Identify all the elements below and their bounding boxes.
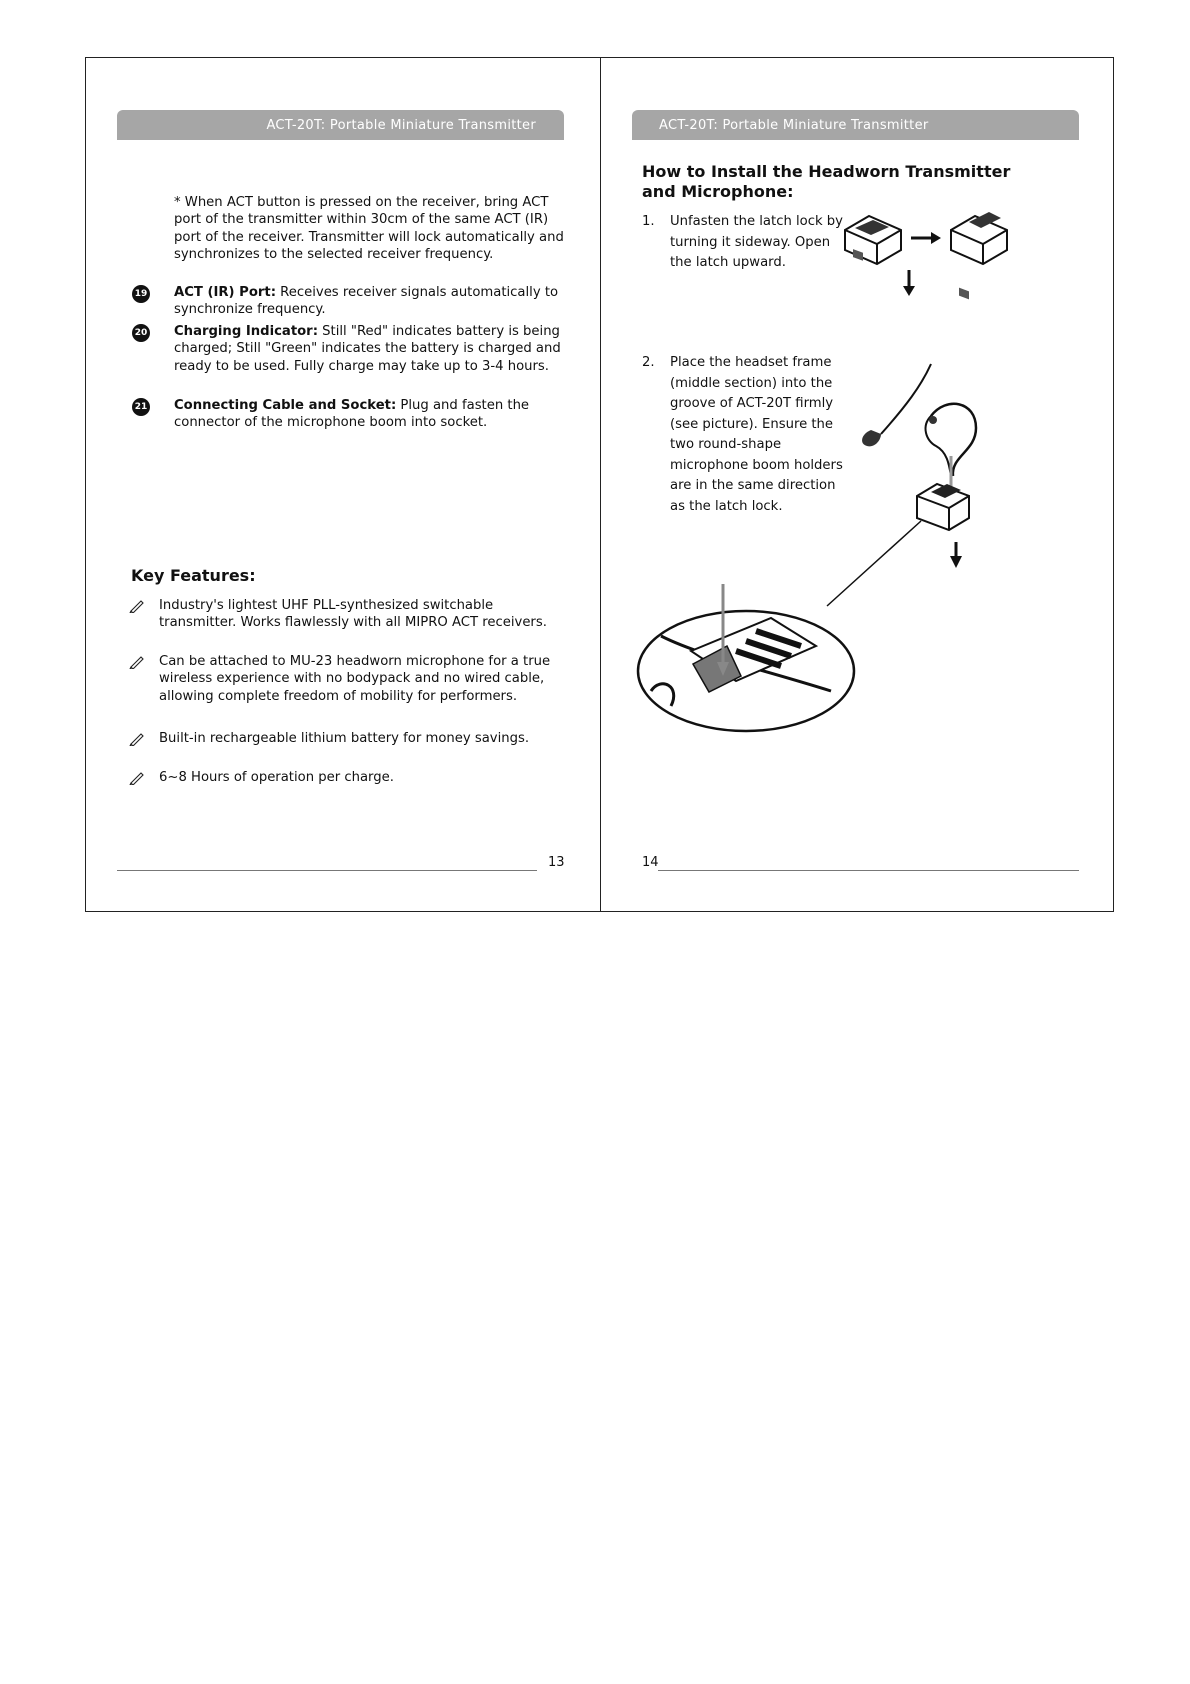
step-text: Unfasten the latch lock by turning it sideway. Open the latch upward. bbox=[670, 214, 843, 270]
item-label: Charging Indicator: bbox=[174, 324, 318, 339]
feature-text: Built-in rechargeable lithium battery for money savings. bbox=[159, 731, 530, 746]
headset-install-illustration bbox=[631, 346, 1051, 746]
arrow-right-icon bbox=[911, 232, 941, 244]
arrow-down-icon bbox=[903, 270, 915, 296]
item-text: Still "Red" indicates battery is being charged; Still "Green" indicates the battery is charged and ready to be used. Fully charge may take up to 3-4 hours. bbox=[174, 324, 561, 374]
feature-text: 6~8 Hours of operation per charge. bbox=[159, 770, 394, 785]
feature-text: Can be attached to MU-23 headworn microphone for a true wireless experience with no bodypack and no wired cable, allowing complete freedom of mobility for performers. bbox=[159, 654, 551, 704]
item-text: Plug and fasten the connector of the microphone boom into socket. bbox=[174, 398, 530, 431]
key-feature-item bbox=[159, 730, 574, 747]
step-text: Place the headset frame (middle section) into the groove of ACT-20T firmly (see picture). Ensure the two round-shape microphone boom holders are in the same direction as the latch lock. bbox=[670, 355, 843, 514]
number-badge: 19 bbox=[132, 285, 150, 303]
step-number: 1. bbox=[642, 214, 655, 229]
page-number: 14 bbox=[642, 855, 659, 870]
footer-rule bbox=[117, 870, 537, 871]
key-feature-item bbox=[159, 769, 574, 786]
number-badge: 21 bbox=[132, 398, 150, 416]
item-label: ACT (IR) Port: bbox=[174, 285, 276, 300]
zoom-leader-line bbox=[827, 521, 921, 606]
pencil-bullet-icon bbox=[129, 771, 145, 785]
left-header-bar: ACT-20T: Portable Miniature Transmitter bbox=[117, 110, 564, 140]
feature-item-act-port bbox=[134, 284, 574, 319]
transmitter-closed-drawing bbox=[845, 216, 901, 264]
item-label: Connecting Cable and Socket: bbox=[174, 398, 397, 413]
pencil-bullet-icon bbox=[129, 732, 145, 746]
transmitter-drawing bbox=[917, 456, 969, 530]
manual-spread bbox=[85, 57, 1114, 912]
footer-rule bbox=[658, 870, 1079, 871]
zoom-detail-drawing bbox=[638, 584, 854, 731]
feature-item-charging-indicator bbox=[134, 323, 574, 375]
left-page bbox=[86, 58, 600, 911]
page-number: 13 bbox=[548, 855, 565, 870]
act-note: * When ACT button is pressed on the receiver, bring ACT port of the transmitter within 30cm of the same ACT (IR) port of the receiver. Transmitter will lock automatically and synchronizes to the selected receiver frequency. bbox=[174, 195, 564, 262]
install-title: How to Install the Headworn Transmitter and Microphone: bbox=[642, 162, 1011, 201]
key-features-title: Key Features: bbox=[131, 566, 256, 585]
arrow-down-icon bbox=[950, 542, 962, 568]
latch-unfasten-illustration bbox=[839, 208, 1039, 298]
right-page bbox=[601, 58, 1114, 911]
right-header-bar: ACT-20T: Portable Miniature Transmitter bbox=[632, 110, 1079, 140]
step-number: 2. bbox=[642, 355, 655, 370]
key-feature-item bbox=[159, 653, 574, 705]
transmitter-open-drawing bbox=[951, 212, 1007, 299]
number-badge: 20 bbox=[132, 324, 150, 342]
feature-text: Industry's lightest UHF PLL-synthesized switchable transmitter. Works flawlessly with all MIPRO ACT receivers. bbox=[159, 598, 547, 631]
headset-frame-drawing bbox=[862, 364, 976, 476]
pencil-bullet-icon bbox=[129, 599, 145, 613]
feature-item-connecting-cable bbox=[134, 397, 574, 432]
item-text: Receives receiver signals automatically to synchronize frequency. bbox=[174, 285, 559, 318]
key-feature-item bbox=[159, 597, 574, 632]
pencil-bullet-icon bbox=[129, 655, 145, 669]
